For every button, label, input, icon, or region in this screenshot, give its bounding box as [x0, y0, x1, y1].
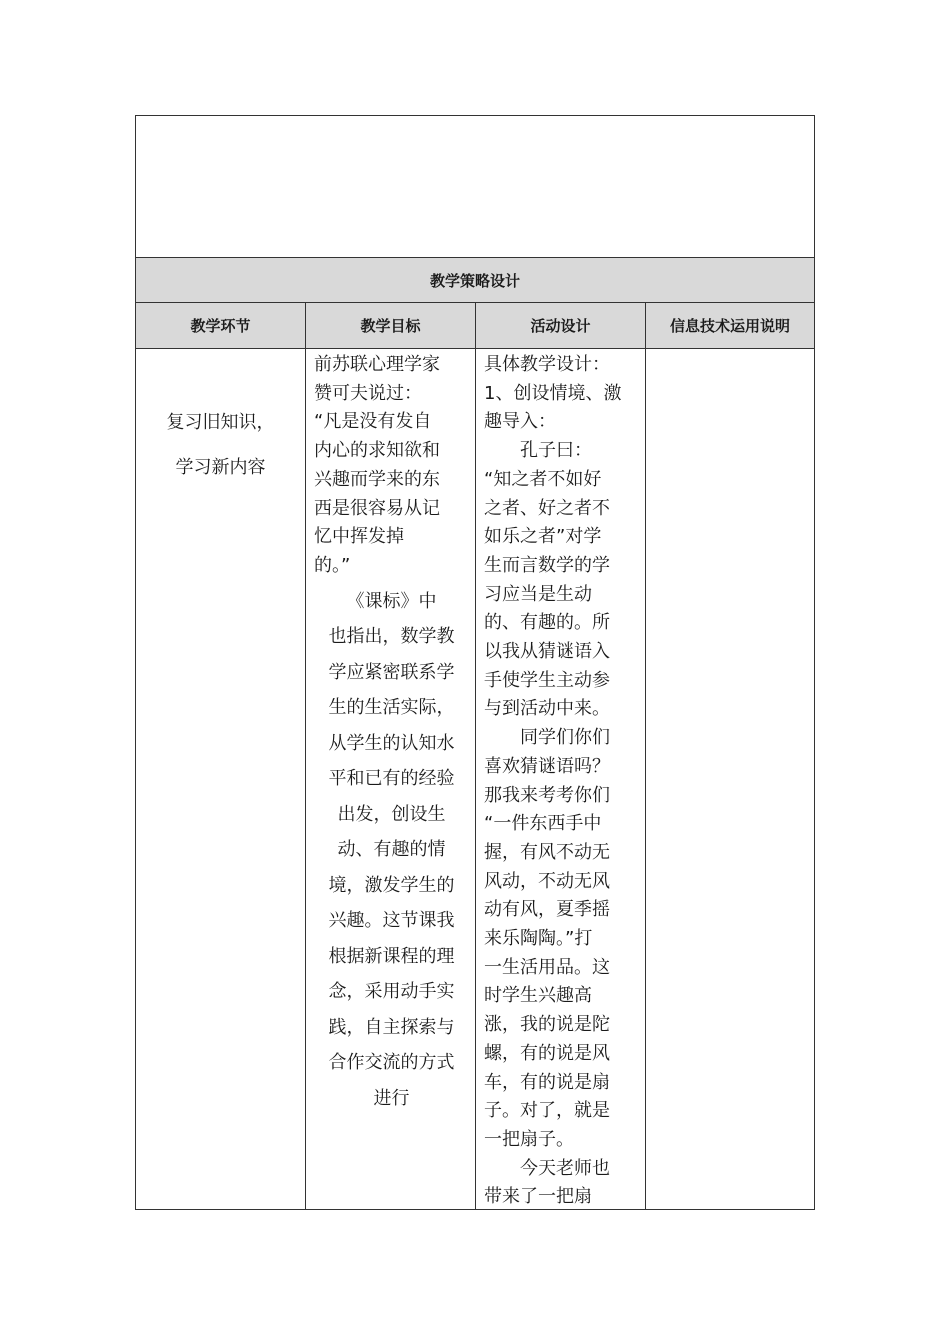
header-stage: 教学环节	[190, 317, 251, 335]
activity-line: 孔子曰：	[520, 440, 592, 462]
activity-line: 与到活动中来。	[484, 698, 610, 720]
goal-line: 学应紧密联系学	[328, 661, 455, 683]
goal-line: 出发，创设生	[337, 803, 446, 825]
goal-line: 也指出，数学教	[328, 626, 455, 648]
goal-line: 西是很容易从记	[314, 497, 440, 519]
goal-line: 进行	[373, 1087, 410, 1109]
header-tech: 信息技术运用说明	[669, 317, 790, 335]
goal-line: 忆中挥发掉	[314, 526, 404, 548]
goal-line: 前苏联心理学家	[314, 354, 440, 375]
goal-line: 从学生的认知水	[328, 732, 455, 754]
activity-line: 那我来考考你们	[484, 784, 610, 806]
activity-line: 一把扇子。	[484, 1128, 574, 1150]
goal-line: 内心的求知欲和	[314, 440, 440, 462]
activity-line: 具体教学设计：	[484, 354, 610, 375]
activity-line: 螺，有的说是风	[484, 1042, 610, 1064]
activity-line: 风动，不动无风	[484, 870, 610, 892]
activity-line: 1、创设情境、激	[484, 382, 622, 404]
blank-top-row	[136, 116, 814, 258]
goal-line: 念，采用动手实	[328, 981, 455, 1003]
activity-line: 如乐之者”对学	[484, 526, 602, 548]
activity-line: 同学们你们	[520, 727, 610, 749]
strategy-table	[135, 115, 815, 1210]
goal-line: 生的生活实际，	[328, 697, 455, 719]
goal-line: “凡是没有发自	[314, 411, 432, 433]
activity-line: 时学生兴趣高	[484, 985, 592, 1007]
activity-line: 子。对了，就是	[484, 1100, 610, 1122]
goal-line: 平和已有的经验	[328, 768, 455, 790]
activity-line: “知之者不如好	[484, 468, 602, 490]
activity-line: 今天老师也	[520, 1157, 610, 1179]
goal-line: 的。”	[314, 554, 351, 576]
goal-line: 赞可夫说过：	[314, 382, 422, 404]
activity-line: 生而言数学的学	[484, 554, 610, 576]
activity-line: 一生活用品。这	[484, 956, 610, 978]
activity-line: 来乐陶陶。”打	[484, 928, 593, 950]
activity-line: 手使学生主动参	[484, 669, 610, 691]
goal-quote	[314, 351, 469, 581]
header-goal: 教学目标	[360, 317, 421, 335]
table-title: 教学策略设计	[136, 258, 814, 303]
goal-line: 合作交流的方式	[328, 1052, 455, 1074]
activity-line: 之者、好之者不	[484, 497, 610, 519]
goal-line: 境，激发学生的	[328, 874, 455, 896]
activity-line: 以我从猜谜语入	[484, 641, 610, 663]
activity-line: 趣导入：	[484, 411, 556, 433]
goal-line: 兴趣而学来的东	[314, 468, 440, 490]
activity-line: 的、有趣的。所	[484, 612, 610, 634]
stage-cell	[136, 349, 305, 490]
goal-line: 《课标》中	[346, 590, 437, 612]
activity-line: “一件东西手中	[484, 813, 602, 835]
activity-line: 喜欢猜谜语吗？	[484, 755, 610, 777]
header-activity: 活动设计	[530, 317, 591, 335]
goal-line: 动、有趣的情	[337, 839, 446, 861]
activity-line: 动有风，夏季摇	[484, 899, 610, 921]
activity-line: 车，有的说是扇	[484, 1071, 610, 1093]
activity-line: 习应当是生动	[484, 583, 592, 605]
goal-line: 践，自主探索与	[328, 1016, 455, 1038]
goal-line: 根据新课程的理	[328, 945, 455, 967]
stage-line: 复习旧知识，	[166, 412, 275, 433]
activity-line: 涨，我的说是陀	[484, 1014, 610, 1036]
goal-cell	[314, 349, 469, 1116]
stage-line: 学习新内容	[175, 457, 266, 478]
table-row	[136, 349, 814, 1209]
goal-line: 兴趣。这节课我	[328, 910, 455, 932]
activity-cell	[484, 349, 634, 1212]
goal-standard-text	[314, 584, 469, 1117]
activity-line: 带来了一把扇	[484, 1186, 592, 1208]
activity-line: 握，有风不动无	[484, 841, 610, 863]
